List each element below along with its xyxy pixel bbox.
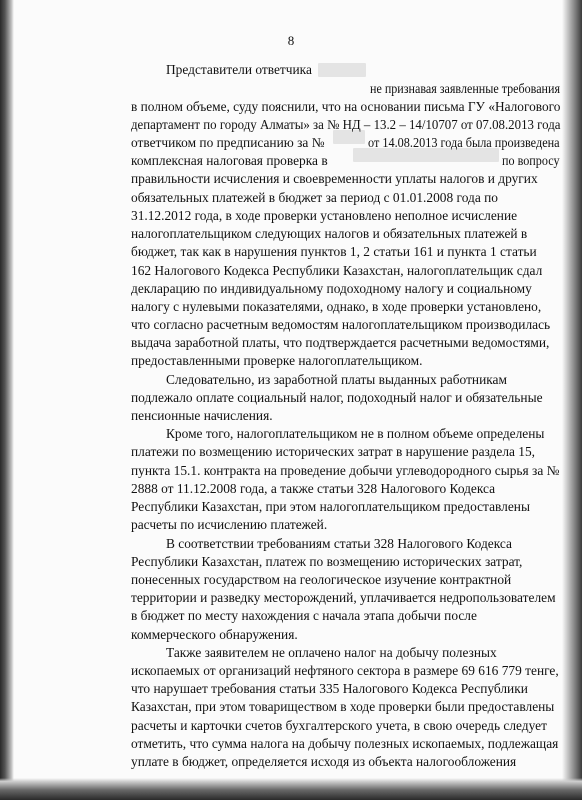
text-line: Казахстан, при этом товариществом в ходе проверки были предоставлены: [131, 699, 555, 714]
scan-shadow-left: [0, 0, 14, 800]
text-line: В соответствии требованиям статьи 328 Налогового Кодекса: [166, 536, 512, 551]
scan-shadow-right: [562, 0, 582, 800]
text-line: 2888 от 11.12.2008 года, а также статьи 328 Налогового Кодекса: [131, 481, 496, 496]
text-line: комплексная налоговая проверка в: [131, 153, 328, 168]
text-line: Также заявителем не оплачено налог на добычу полезных: [166, 645, 497, 660]
text-line: пенсионные начисления.: [131, 408, 273, 423]
text-line: Следовательно, из заработной платы выданных работникам: [166, 372, 507, 387]
text-line: подлежало оплате социальный налог, подоходный налог и обязательные: [131, 390, 543, 405]
text-line: расчеты и карточки счетов бухгалтерского учета, в свою очередь следует: [131, 718, 547, 733]
text-line: по вопросу: [502, 153, 560, 168]
text-line: территории и разведку месторождений, уплачивается недропользователем: [131, 590, 556, 605]
text-line: платежи по возмещению исторических затрат в нарушение раздела 15,: [131, 444, 536, 459]
text-line: налогоплательщиком следующих налогов и обязательных платежей в: [131, 226, 528, 241]
text-line: не признавая заявленные требования: [370, 81, 561, 96]
scan-shadow-bottom: [0, 778, 582, 800]
text-line: правильности исчисления и своевременности уплаты налогов и других: [131, 171, 538, 186]
text-line: декларацию по индивидуальному подоходному налогу и социальному: [131, 281, 532, 296]
text-line: в полном объеме, суду пояснили, что на основании письма ГУ «Налогового: [131, 99, 561, 114]
text-line: что нарушает требования статьи 335 Налогового Кодекса Республики: [131, 681, 528, 696]
text-line: что согласно расчетным ведомостям налогоплательщиком производилась: [131, 317, 551, 332]
text-line: бюджет, так как в нарушения пунктов 1, 2 статьи 161 и пункта 1 статьи: [131, 244, 537, 259]
text-line: налогу с нулевыми показателями, однако, в ходе проверки установлено,: [131, 299, 542, 314]
text-line: Республики Казахстан, при этом налогоплательщиком предоставлены: [131, 499, 530, 514]
text-line: обязательных платежей в бюджет за период с 01.01.2008 года по: [131, 190, 498, 205]
text-line: от 14.08.2013 года была произведена: [368, 135, 560, 150]
text-line: понесенных государством на геологическое изучение контрактной: [131, 572, 512, 587]
text-line: расчеты по исчислению платежей.: [131, 517, 328, 532]
text-line: ответчиком по предписанию за №: [131, 135, 325, 150]
text-line: ископаемых от организаций нефтяного сектора в размере 69 616 779 тенге,: [131, 663, 559, 678]
text-line: 31.12.2012 года, в ходе проверки установлено неполное исчисление: [131, 208, 518, 223]
text-line: Представители ответчика: [166, 62, 312, 77]
text-line: коммерческого обнаружения.: [131, 627, 298, 642]
text-line: отметить, что сумма налога на добычу полезных ископаемых, подлежащая: [131, 736, 559, 751]
text-line: пункта 15.1. контракта на проведение добычи углеводородного сырья за №: [131, 463, 560, 478]
text-line: Республики Казахстан, платеж по возмещению исторических затрат,: [131, 554, 523, 569]
text-line: Кроме того, налогоплательщиком не в полном объеме определены: [166, 426, 545, 441]
page-number: 8: [287, 33, 295, 48]
text-line: департамент по городу Алматы» за № НД – 13.2 – 14/10707 от 07.08.2013 года: [131, 117, 561, 132]
text-line: 162 Налогового Кодекса Республики Казахстан, налогоплательщик сдал: [131, 263, 543, 278]
text-line: выдача заработной платы, что подтверждается расчетными ведомостями,: [131, 335, 550, 350]
text-line: в бюджет по месту нахождения с начала этапа добычи после: [131, 608, 477, 623]
text-line: предоставленными проверке налогоплательщиком.: [131, 353, 423, 368]
redaction-block: [318, 63, 366, 77]
text-line: уплате в бюджет, определяется исходя из объекта налогообложения: [131, 754, 517, 769]
